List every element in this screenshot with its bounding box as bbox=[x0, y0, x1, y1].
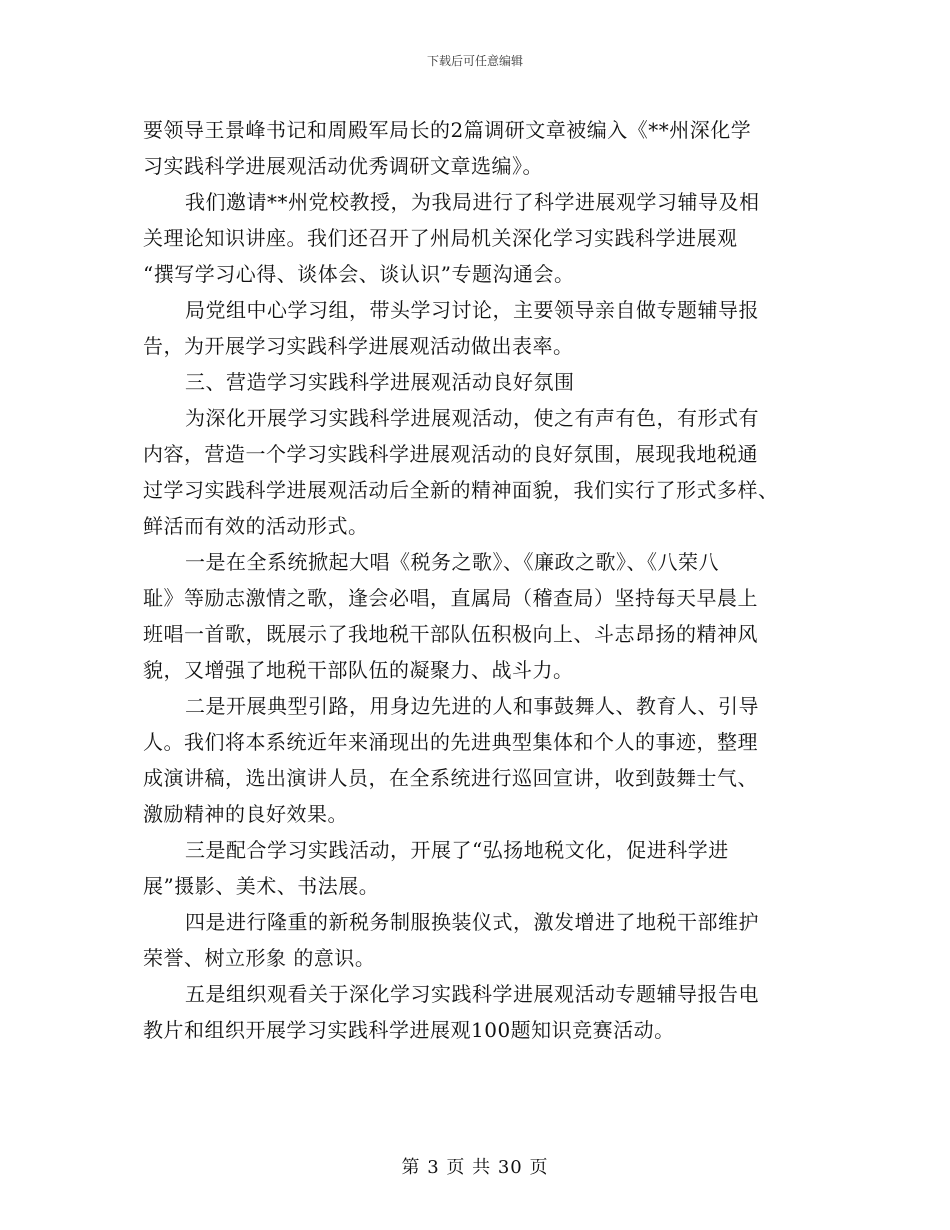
text-line: 激励精神的良好效果。 bbox=[143, 802, 348, 826]
text-line: 为深化开展学习实践科学进展观活动，使之有声有色，有形式有 bbox=[185, 406, 759, 430]
text-line: 内容，营造一个学习实践科学进展观活动的良好氛围，展现我地税通 bbox=[143, 442, 758, 466]
document-body bbox=[143, 112, 807, 1048]
text-line: 三、营造学习实践科学进展观活动良好氛围 bbox=[185, 370, 575, 394]
text-line: 貌，又增强了地税干部队伍的凝聚力、战斗力。 bbox=[143, 658, 574, 682]
text-line: 我们邀请**州党校教授，为我局进行了科学进展观学习辅导及相 bbox=[185, 190, 760, 214]
text-line: 鲜活而有效的活动形式。 bbox=[143, 514, 369, 538]
text-line: 教片和组织开展学习实践科学进展观100题知识竞赛活动。 bbox=[143, 1018, 675, 1042]
text-line: 五是组织观看关于深化学习实践科学进展观活动专题辅导报告电 bbox=[185, 982, 759, 1006]
text-line: 关理论知识讲座。我们还召开了州局机关深化学习实践科学进展观 bbox=[143, 226, 738, 250]
text-line: 展”摄影、美术、书法展。 bbox=[143, 874, 380, 898]
text-line: 四是进行隆重的新税务制服换装仪式，激发增进了地税干部维护 bbox=[185, 910, 759, 934]
page-header: 下载后可任意编辑 bbox=[426, 54, 523, 68]
text-line: 局党组中心学习组，带头学习讨论，主要领导亲自做专题辅导报 bbox=[185, 298, 759, 322]
text-line: 成演讲稿，选出演讲人员，在全系统进行巡回宣讲，收到鼓舞士气、 bbox=[143, 766, 758, 790]
text-line: 班唱一首歌，既展示了我地税干部队伍积极向上、斗志昂扬的精神风 bbox=[143, 622, 758, 646]
text-line: 一是在全系统掀起大唱《税务之歌》、《廉政之歌》、《八荣八 bbox=[185, 550, 719, 574]
text-line: 荣誉、树立形象 的意识。 bbox=[143, 946, 376, 970]
text-line: 人。我们将本系统近年来涌现出的先进典型集体和个人的事迹，整理 bbox=[143, 730, 758, 754]
text-line: “撰写学习心得、谈体会、谈认识”专题沟通会。 bbox=[143, 262, 575, 286]
text-line: 习实践科学进展观活动优秀调研文章选编》。 bbox=[143, 154, 543, 178]
text-line: 告，为开展学习实践科学进展观活动做出表率。 bbox=[143, 334, 574, 358]
page-footer: 第 3 页 共 30 页 bbox=[401, 1157, 549, 1178]
text-line: 二是开展典型引路，用身边先进的人和事鼓舞人、教育人、引导 bbox=[185, 694, 759, 718]
text-line: 耻》等励志激情之歌，逢会必唱，直属局（稽查局）坚持每天早晨上 bbox=[143, 586, 758, 610]
text-line: 要领导王景峰书记和周殿军局长的2篇调研文章被编入《**州深化学 bbox=[143, 118, 752, 142]
text-line: 三是配合学习实践活动，开展了“弘扬地税文化，促进科学进 bbox=[185, 838, 729, 862]
text-line: 过学习实践科学进展观活动后全新的精神面貌，我们实行了形式多样、 bbox=[143, 478, 779, 502]
